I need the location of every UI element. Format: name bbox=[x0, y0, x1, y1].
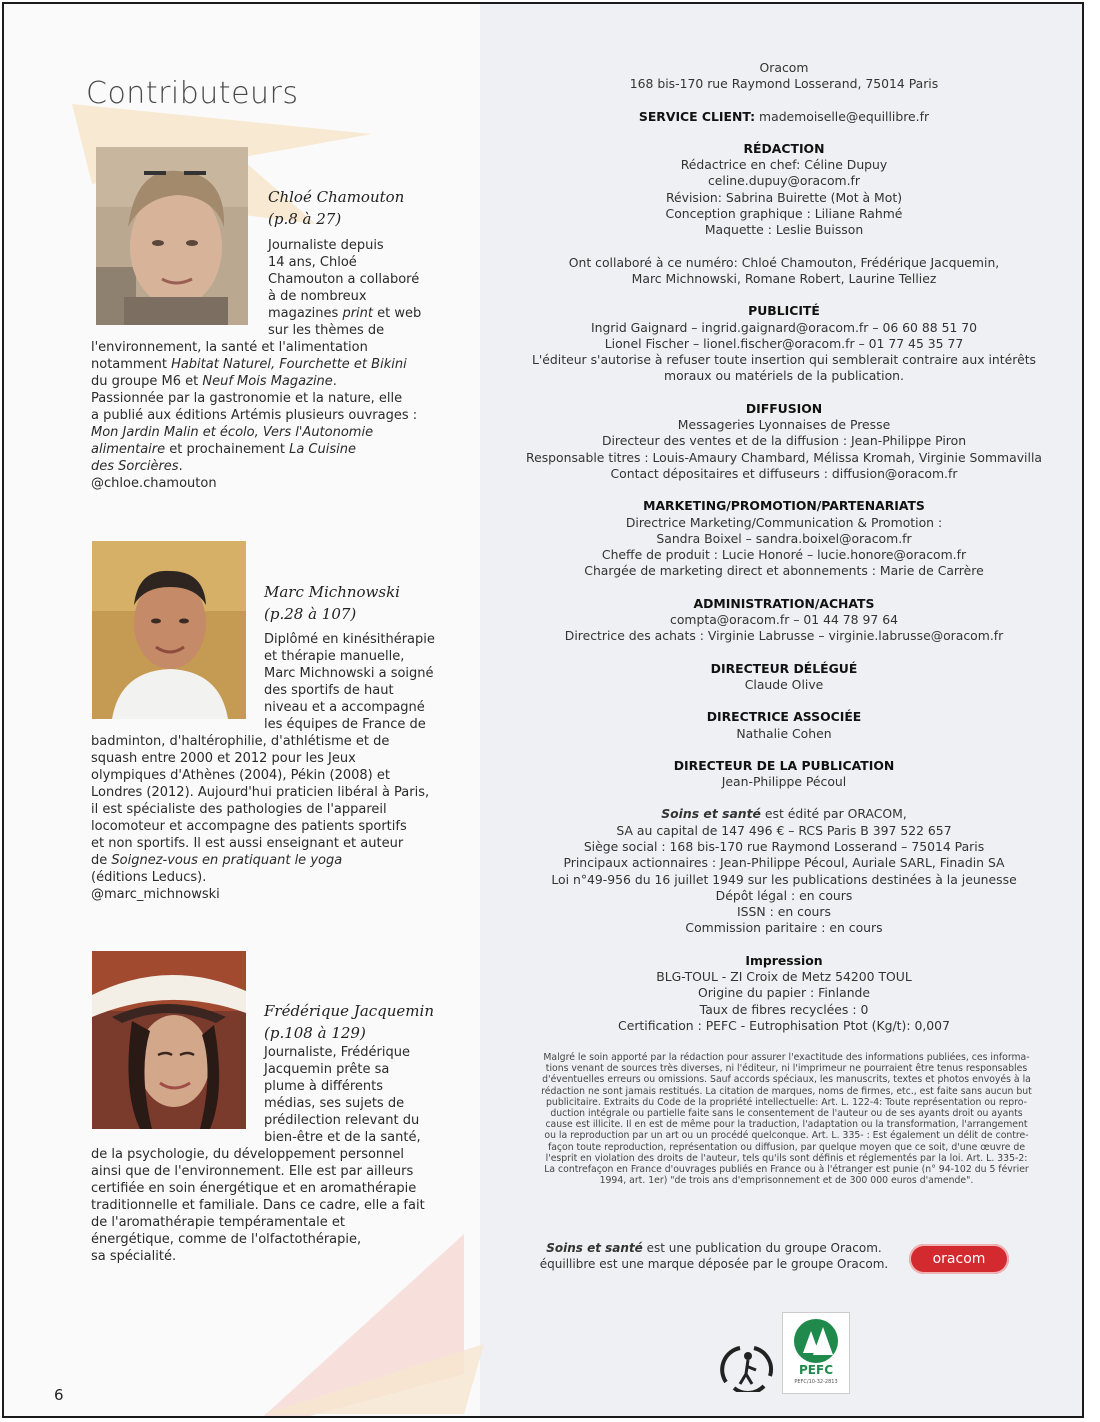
page-number: 6 bbox=[54, 1386, 64, 1404]
section-line: Taux de fibres recyclées : 0 bbox=[699, 1001, 869, 1017]
bio-line: l'environnement, la santé et l'alimentation bbox=[91, 340, 368, 355]
edition-text: est édité par ORACOM, bbox=[760, 806, 907, 822]
bio-line: et non sportifs. Il est aussi enseignant et auteur bbox=[91, 836, 404, 851]
bio-text: notamment bbox=[91, 357, 172, 372]
section-line: Chargée de marketing direct et abonnements : Marie de Carrère bbox=[584, 563, 984, 579]
pefc-logo bbox=[782, 1312, 850, 1394]
section-heading: DIFFUSION bbox=[745, 400, 823, 416]
publisher-address-line: 168 bis-170 rue Raymond Losserand, 75014 Paris bbox=[629, 76, 939, 92]
bio-line: sa spécialité. bbox=[91, 1249, 177, 1264]
contributor-pages: (p.28 à 107) bbox=[264, 605, 357, 623]
bio-line bbox=[91, 424, 476, 441]
contributor-name-marc bbox=[264, 581, 400, 625]
decorative-triangle-bottom2 bbox=[264, 1334, 484, 1414]
bio-line bbox=[91, 458, 476, 475]
contributor-bio-frederique bbox=[264, 1044, 474, 1146]
contributor-name: Chloé Chamouton bbox=[268, 188, 405, 206]
bio-italic: Habitat Naturel, Fourchette et Bikini bbox=[171, 357, 407, 372]
page-frame bbox=[2, 2, 1084, 1418]
bio-line: squash entre 2000 et 2012 pour les Jeux bbox=[91, 751, 356, 766]
section-line: Lionel Fischer – lionel.fischer@oracom.fr – 01 77 45 35 77 bbox=[604, 335, 964, 351]
legal-line: publicitaire. Extraits du Code de la propriété intellectuelle: Art. L. 122-4: Toute représentation ou repro- bbox=[546, 1096, 1027, 1108]
legal-line: cause est illicite. Il en est de même pour la traduction, l'adaptation ou la transformation, l'arrangement bbox=[545, 1119, 1028, 1131]
section-line: Cheffe de produit : Lucie Honoré – lucie.honore@oracom.fr bbox=[601, 547, 967, 563]
oracom-logo: oracom bbox=[909, 1244, 1009, 1274]
section-heading: Impression bbox=[745, 952, 823, 968]
contributor-name: Marc Michnowski bbox=[264, 583, 400, 601]
masthead bbox=[494, 60, 1074, 1050]
section-line: Rédactrice en chef: Céline Dupuy bbox=[680, 157, 888, 173]
bio-line bbox=[91, 441, 476, 458]
bio-line: à de nombreux bbox=[268, 289, 367, 304]
legal-line: d'éventuelles erreurs ou omissions. Sauf accords spéciaux, les manuscrits, textes et photos envoyés à la bbox=[542, 1074, 1031, 1086]
bio-italic: print bbox=[342, 306, 373, 321]
bio-italic: des Sorcières bbox=[91, 459, 179, 474]
bio-line: et thérapie manuelle, bbox=[264, 649, 405, 664]
pefc-code: PEFC/10-32-2813 bbox=[794, 1379, 838, 1385]
publication-note bbox=[524, 1240, 904, 1272]
legal-line: La contrefaçon en France d'ouvrages publiés en France ou à l'étranger est punie (n° 94-102 du 5 février bbox=[544, 1164, 1029, 1176]
section-line: Directrice Marketing/Communication & Promotion : bbox=[625, 514, 943, 530]
section-line: compta@oracom.fr – 01 44 78 97 64 bbox=[670, 612, 898, 628]
bio-text: magazines bbox=[268, 306, 343, 321]
bio-line: Journaliste, Frédérique bbox=[264, 1045, 410, 1060]
section-line[interactable]: celine.dupuy@oracom.fr bbox=[707, 173, 861, 189]
bio-line: 14 ans, Chloé bbox=[268, 255, 357, 270]
contributor-name: Frédérique Jacquemin bbox=[264, 1002, 434, 1020]
bio-line bbox=[91, 356, 476, 373]
contributor-handle[interactable]: @chloe.chamouton bbox=[91, 476, 217, 491]
section-publicite bbox=[494, 303, 1074, 384]
legal-line: 1994, art. 1er) "de trois ans d'emprisonnement et de 300 000 euros d'amende". bbox=[599, 1175, 974, 1187]
bio-line: a publié aux éditions Artémis plusieurs ouvrages : bbox=[91, 408, 418, 423]
publication-note-line bbox=[524, 1240, 904, 1256]
publisher-name: Oracom bbox=[759, 60, 809, 75]
bio-line: Londres (2012). Aujourd'hui praticien libéral à Paris, bbox=[91, 785, 430, 800]
section-line: Loi n°49-956 du 16 juillet 1949 sur les publications destinées à la jeunesse bbox=[551, 871, 1017, 887]
section-line: Responsable titres : Louis-Amaury Chambard, Mélissa Kromah, Virginie Sommavilla bbox=[526, 449, 1042, 465]
section-line: Sandra Boixel – sandra.boixel@oracom.fr bbox=[656, 530, 912, 546]
section-line: Ingrid Gaignard – ingrid.gaignard@oracom.fr – 06 60 88 51 70 bbox=[590, 319, 978, 335]
section-line: Siège social : 168 bis-170 rue Raymond Losserand – 75014 Paris bbox=[583, 838, 985, 854]
section-line: moraux ou matériels de la publication. bbox=[664, 368, 904, 384]
contributor-bio-chloe-wide bbox=[91, 339, 476, 492]
section-line: Dépôt légal : en cours bbox=[715, 887, 853, 903]
section-directeur-publication bbox=[494, 758, 1074, 791]
section-heading: RÉDACTION bbox=[743, 140, 825, 156]
section-edition bbox=[494, 806, 1074, 936]
bio-italic: Mon Jardin Malin et écolo, Vers l'Autonomie bbox=[91, 425, 374, 440]
bio-line bbox=[91, 852, 476, 869]
bio-text: et prochainement bbox=[165, 442, 290, 457]
bio-line: Marc Michnowski a soigné bbox=[264, 666, 434, 681]
contributor-bio-frederique-wide bbox=[91, 1146, 476, 1265]
contributor-photo-chloe bbox=[96, 147, 248, 325]
section-line: Ont collaboré à ce numéro: Chloé Chamouton, Frédérique Jacquemin, bbox=[568, 254, 1000, 270]
bio-line: les équipes de France de bbox=[264, 717, 426, 732]
bio-line: de l'aromathérapie tempéramentale et bbox=[91, 1215, 345, 1230]
section-heading: MARKETING/PROMOTION/PARTENARIATS bbox=[643, 498, 925, 514]
section-line: Marc Michnowski, Romane Robert, Laurine Telliez bbox=[631, 270, 937, 286]
bio-italic: La Cuisine bbox=[289, 442, 356, 457]
contributor-pages: (p.108 à 129) bbox=[264, 1024, 366, 1042]
bio-italic: Neuf Mois Magazine bbox=[202, 374, 333, 389]
section-line: Principaux actionnaires : Jean-Philippe Pécoul, Auriale SARL, Finadin SA bbox=[563, 855, 1005, 871]
bio-line bbox=[268, 305, 468, 322]
pefc-label: PEFC bbox=[799, 1363, 833, 1377]
section-line: Claude Olive bbox=[744, 676, 824, 692]
service-client-label: SERVICE CLIENT: bbox=[638, 108, 756, 124]
bio-line: Diplômé en kinésithérapie bbox=[264, 632, 435, 647]
bio-text: . bbox=[178, 459, 183, 474]
bio-line: de la psychologie, du développement personnel bbox=[91, 1147, 405, 1162]
legal-line: rédaction ne sont jamais restitués. La citation de marques, noms de firmes, etc., est faite sans aucun but bbox=[541, 1085, 1032, 1097]
contributor-photo-marc bbox=[92, 541, 246, 719]
section-directrice-associee bbox=[494, 709, 1074, 742]
bio-line: Journaliste depuis bbox=[268, 238, 384, 253]
legal-line: l'esprit en violation des droits de l'auteur, tels qu'ils sont définis et réglementés par la loi. Art. L. 335-2: bbox=[545, 1152, 1028, 1164]
bio-text: du groupe M6 et bbox=[91, 374, 203, 389]
bio-line: prédilection relevant du bbox=[264, 1113, 420, 1128]
section-line: Directrice des achats : Virginie Labrusse – virginie.labrusse@oracom.fr bbox=[564, 628, 1004, 644]
section-line: Messageries Lyonnaises de Presse bbox=[677, 417, 891, 433]
section-line: Révision: Sabrina Buirette (Mot à Mot) bbox=[665, 189, 903, 205]
section-diffusion bbox=[494, 401, 1074, 482]
publication-text: est une publication du groupe Oracom. bbox=[642, 1241, 882, 1255]
contributor-photo-frederique bbox=[92, 951, 246, 1129]
bio-line: certifiée en soin énergétique et en aromathérapie bbox=[91, 1181, 417, 1196]
bio-line bbox=[91, 373, 476, 390]
bio-line: niveau et a accompagné bbox=[264, 700, 425, 715]
legal-line: tions venant de sources très diverses, ni l'éditeur, ni l'imprimeur ne pourraient être tenus responsables bbox=[545, 1063, 1028, 1075]
legal-line: ou la reproduction par un art ou un procédé quelconque. Art. L. 335- : Est également un délit de contre- bbox=[544, 1130, 1029, 1142]
section-line: Contact dépositaires et diffuseurs : diffusion@oracom.fr bbox=[610, 465, 958, 481]
section-line: ISSN : en cours bbox=[737, 904, 831, 920]
section-line: Maquette : Leslie Buisson bbox=[704, 222, 864, 238]
bio-line: Passionnée par la gastronomie et la nature, elle bbox=[91, 391, 403, 406]
legal-notice bbox=[509, 1052, 1064, 1186]
service-client bbox=[494, 109, 1074, 125]
bio-line: badminton, d'haltérophilie, d'athlétisme et de bbox=[91, 734, 390, 749]
section-line: Jean-Philippe Pécoul bbox=[721, 774, 847, 790]
triman-recycle-icon bbox=[720, 1342, 776, 1396]
bio-line: traditionnelle et familiale. Dans ce cadre, elle a fait bbox=[91, 1198, 425, 1213]
section-line: BLG-TOUL - ZI Croix de Metz 54200 TOUL bbox=[656, 969, 912, 985]
section-line: Origine du papier : Finlande bbox=[697, 985, 871, 1001]
bio-line: bien-être et de la santé, bbox=[264, 1130, 421, 1145]
bio-italic: alimentaire bbox=[91, 442, 166, 457]
bio-line: olympiques d'Athènes (2004), Pékin (2008) et bbox=[91, 768, 390, 783]
bio-italic: Soignez-vous en pratiquant le yoga bbox=[111, 853, 343, 868]
section-impression bbox=[494, 953, 1074, 1034]
section-heading: PUBLICITÉ bbox=[748, 303, 820, 319]
section-line: Conception graphique : Liliane Rahmé bbox=[665, 206, 903, 222]
bio-line: Chamouton a collaboré bbox=[268, 272, 420, 287]
legal-line: Malgré le soin apporté par la rédaction pour assurer l'exactitude des informations publiées, ces informa- bbox=[543, 1052, 1030, 1063]
publication-title: Soins et santé bbox=[546, 1241, 643, 1255]
publication-note-line: équillibre est une marque déposée par le groupe Oracom. bbox=[539, 1257, 889, 1271]
section-heading: DIRECTRICE ASSOCIÉE bbox=[706, 709, 862, 725]
section-marketing bbox=[494, 498, 1074, 579]
contributor-name-chloe bbox=[268, 186, 404, 230]
section-line: Commission paritaire : en cours bbox=[685, 920, 883, 936]
bio-line: médias, ses sujets de bbox=[264, 1096, 405, 1111]
bio-text: et web bbox=[372, 306, 422, 321]
section-line: Nathalie Cohen bbox=[736, 725, 832, 741]
page-title: Contributeurs bbox=[86, 76, 299, 111]
bio-line: énergétique, comme de l'olfactothérapie, bbox=[91, 1232, 362, 1247]
publisher-address bbox=[494, 60, 1074, 93]
contributor-pages: (p.8 à 27) bbox=[268, 210, 342, 228]
service-client-email[interactable]: mademoiselle@equillibre.fr bbox=[755, 108, 930, 124]
section-line: Directeur des ventes et de la diffusion : Jean-Philippe Piron bbox=[601, 433, 967, 449]
contributor-bio-marc bbox=[264, 631, 474, 733]
bio-text: de bbox=[91, 853, 112, 868]
contributor-handle[interactable]: @marc_michnowski bbox=[91, 887, 220, 902]
section-administration bbox=[494, 596, 1074, 645]
bio-text: . bbox=[332, 374, 337, 389]
bio-line: plume à différents bbox=[264, 1079, 383, 1094]
section-line: Certification : PEFC - Eutrophisation Ptot (Kg/t): 0,007 bbox=[618, 1017, 950, 1033]
contributor-bio-chloe bbox=[268, 237, 468, 339]
contributor-bio-marc-wide bbox=[91, 733, 476, 903]
bio-line: sur les thèmes de bbox=[268, 323, 385, 338]
section-line bbox=[494, 806, 1074, 822]
section-heading: DIRECTEUR DÉLÉGUÉ bbox=[710, 660, 858, 676]
bio-line: Jacquemin prête sa bbox=[264, 1062, 390, 1077]
legal-line: duction intégrale ou partielle faite sans le consentement de l'auteur ou de ses ayants droit ou ayants bbox=[550, 1108, 1023, 1120]
legal-line: façon toute reproduction, représentation ou diffusion, par quelque moyen que ce soit, d'une œuvre de bbox=[547, 1141, 1026, 1153]
bio-line: il est spécialiste des pathologies de l'appareil bbox=[91, 802, 387, 817]
section-directeur-delegue bbox=[494, 661, 1074, 694]
bio-line: des sportifs de haut bbox=[264, 683, 394, 698]
contributor-name-frederique bbox=[264, 1000, 434, 1044]
section-collaborators bbox=[494, 255, 1074, 288]
bio-line: ainsi que de l'environnement. Elle est par ailleurs bbox=[91, 1164, 414, 1179]
section-line: L'éditeur s'autorise à refuser toute insertion qui semblerait contraire aux intérêts bbox=[531, 352, 1037, 368]
bio-line: (éditions Leducs). bbox=[91, 870, 207, 885]
section-heading: ADMINISTRATION/ACHATS bbox=[693, 595, 875, 611]
bio-line: locomoteur et accompagne des patients sportifs bbox=[91, 819, 407, 834]
section-redaction bbox=[494, 141, 1074, 239]
section-heading: DIRECTEUR DE LA PUBLICATION bbox=[673, 757, 895, 773]
edition-title: Soins et santé bbox=[661, 806, 761, 822]
section-line: SA au capital de 147 496 € – RCS Paris B 397 522 657 bbox=[616, 822, 952, 838]
